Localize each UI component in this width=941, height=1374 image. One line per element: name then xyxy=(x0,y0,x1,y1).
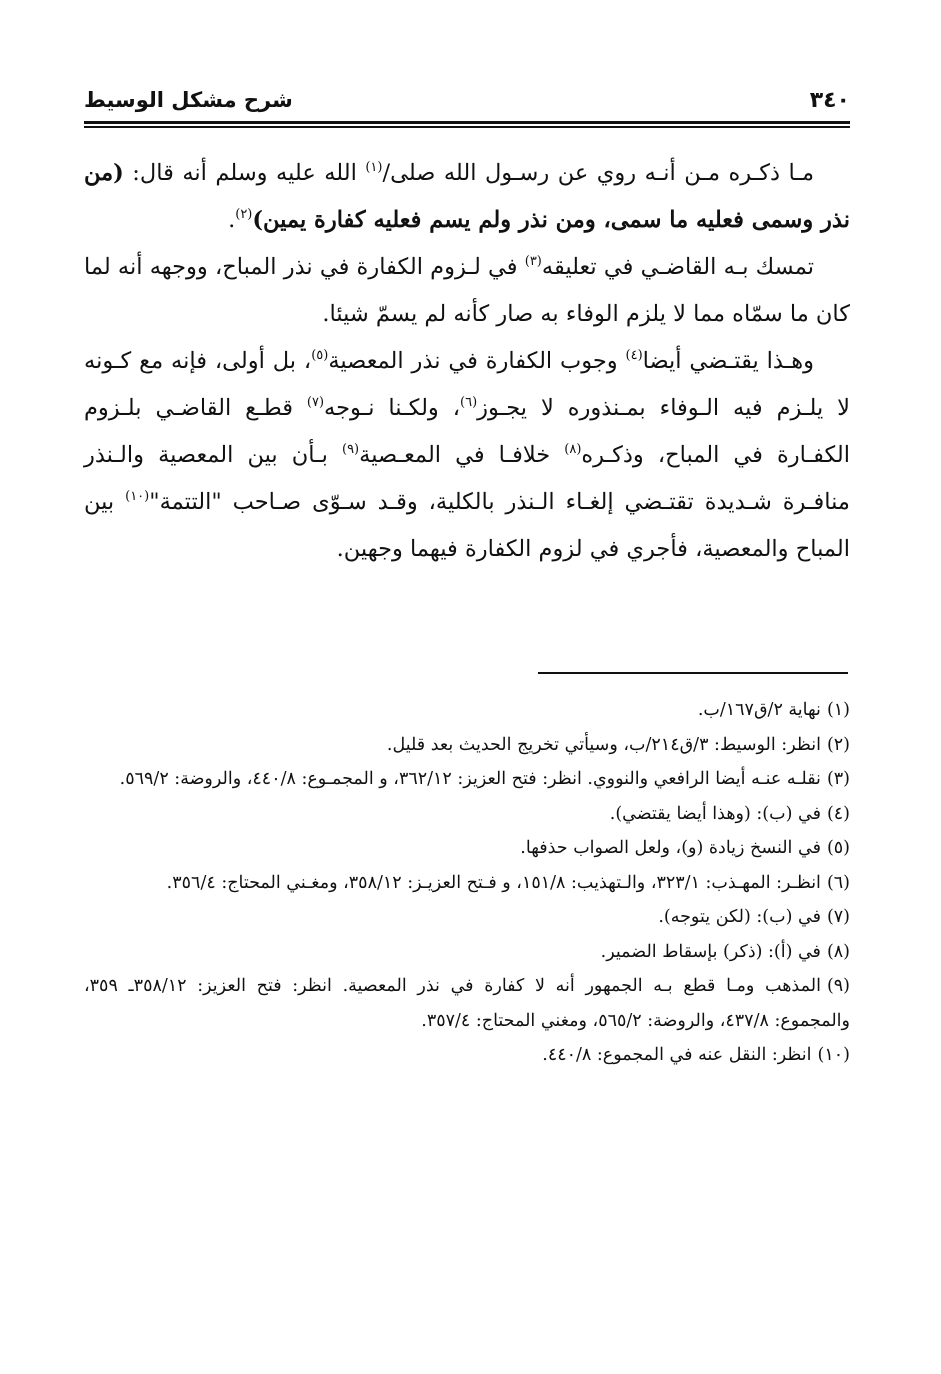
footnote-text: في (ب): (وهذا أيضا يقتضي). xyxy=(609,803,821,824)
text-run: وهـذا يقتـضي أيضا xyxy=(642,348,814,374)
footnote-4 xyxy=(84,797,850,832)
footnote-ref-6: (٦) xyxy=(460,395,478,410)
footnote-number: (٩) xyxy=(826,976,850,996)
running-title: شرح مشكل الوسيط xyxy=(84,88,293,112)
footnote-ref-1: (١) xyxy=(365,160,383,175)
hadith-quote: (من نذر وسمى فعليه ما سمى، ومن نذر ولم يسم فعليه كفارة يمين) xyxy=(84,160,850,233)
footnote-ref-2: (٢) xyxy=(235,207,253,222)
footnote-8 xyxy=(84,935,850,970)
text-run: خلافـا في المعـصية xyxy=(359,442,565,468)
footnote-ref-3: (٣) xyxy=(524,254,542,269)
paragraph-2 xyxy=(84,244,850,338)
text-run: قطـع القاضـي بلـزوم الكفـارة في المباح، وذكـره xyxy=(84,395,850,468)
footnote-number: (٥) xyxy=(826,838,850,858)
footnote-text: المذهب ومـا قطع بـه الجمهور أنه لا كفارة في نذر المعصية. انظر: فتح العزيز: ٣٥٨/١٢ـ ٣٥٩، والمجموع: ٤٣٧/٨، والروضة: ٥٦٥/٢، ومغني المحتاج: ٣٥٧/٤. xyxy=(84,976,850,1031)
text-run: في لـزوم الكفارة في نذر المباح، ووجهه أنه لما كان ما سمّاه مما لا يلزم الوفاء به صار كأنه لم يسمّ شيئا. xyxy=(84,254,850,327)
footnote-ref-10: (١٠) xyxy=(125,489,150,504)
paragraph-3 xyxy=(84,338,850,573)
footnote-7 xyxy=(84,900,850,935)
footnote-3 xyxy=(84,762,850,797)
footnote-ref-8: (٨) xyxy=(564,442,582,457)
footnote-text: في (ب): (لكن يتوجه). xyxy=(658,907,821,927)
footnote-text: نهاية ٢/ق١٦٧/ب. xyxy=(697,700,821,720)
footnote-text: انظـر: المهـذب: ٣٢٣/١، والـتهذيب: ١٥١/٨، و فـتح العزيـز: ٣٥٨/١٢، ومغـني المحتاج: ٣٥٦/٤. xyxy=(166,872,821,893)
footnote-ref-7: (٧) xyxy=(306,395,325,410)
footnote-text: انظر: النقل عنه في المجموع: ٤٤٠/٨. xyxy=(542,1045,812,1065)
footnote-6 xyxy=(84,866,850,901)
text-run: تمسك بـه القاضـي في تعليقه xyxy=(541,254,814,280)
footnote-number: (٣) xyxy=(826,769,850,789)
text-run: ، ولكـنا نـوجه xyxy=(324,395,460,421)
footnote-number: (٢) xyxy=(826,734,850,755)
footnotes xyxy=(84,693,850,1073)
text-run: بـأن بين المعصية والـنذر منافـرة شـديدة تقتـضي إلغـاء الـنذر بالكلية، وقـد سـوّى صـاحب "التتمة" xyxy=(84,442,850,515)
footnote-text: نقلـه عنـه أيضا الرافعي والنووي. انظر: فتح العزيز: ٣٦٢/١٢، و المجمـوع: ٤٤٠/٨، والروضة: ٥٦٩/٢. xyxy=(119,769,821,789)
footnote-10 xyxy=(84,1038,850,1073)
footnote-text: في النسخ زيادة (و)، ولعل الصواب حذفها. xyxy=(520,838,821,858)
footnote-number: (١٠) xyxy=(817,1045,850,1065)
footnote-number: (٦) xyxy=(826,872,850,893)
text-run: وجوب الكفارة في نذر المعصية xyxy=(328,348,626,374)
main-text xyxy=(84,150,850,573)
text-run: . xyxy=(228,207,236,233)
footnote-text: في (أ): (ذكر) بإسقاط الضمير. xyxy=(600,941,821,962)
text-run: بين المباح والمعصية، فأجري في لزوم الكفارة فيهما وجهين. xyxy=(84,489,850,562)
footnote-number: (٨) xyxy=(826,941,850,962)
footnote-number: (٤) xyxy=(826,803,850,824)
footnote-text: انظر: الوسيط: ٣/ق٢١٤/ب، وسيأتي تخريج الحديث بعد قليل. xyxy=(386,734,821,755)
text-run: الله عليه وسلم أنه قال: xyxy=(123,160,366,186)
footnote-ref-5: (٥) xyxy=(311,348,329,363)
footnote-ref-9: (٩) xyxy=(341,442,360,457)
footnote-number: (٧) xyxy=(826,907,850,927)
footnote-separator xyxy=(538,672,848,674)
text-run: ، بل أولى، فإنه مع كـونه لا يلـزم فيه الـوفاء بمـنذوره لا يجـوز xyxy=(84,348,851,421)
page-header xyxy=(84,86,850,122)
footnote-9 xyxy=(84,969,850,1038)
footnote-5 xyxy=(84,831,850,866)
footnote-ref-4: (٤) xyxy=(625,348,643,363)
header-rule-thick xyxy=(84,121,850,124)
footnote-1 xyxy=(84,693,850,728)
text-run: مـا ذكـره مـن أنـه روي عن رسـول الله صلى/ xyxy=(382,160,815,186)
header-rule-thin xyxy=(84,126,850,128)
footnote-2 xyxy=(84,728,850,763)
footnote-number: (١) xyxy=(826,700,850,720)
page-number: ٣٤٠ xyxy=(809,88,850,113)
paragraph-1 xyxy=(84,150,850,244)
